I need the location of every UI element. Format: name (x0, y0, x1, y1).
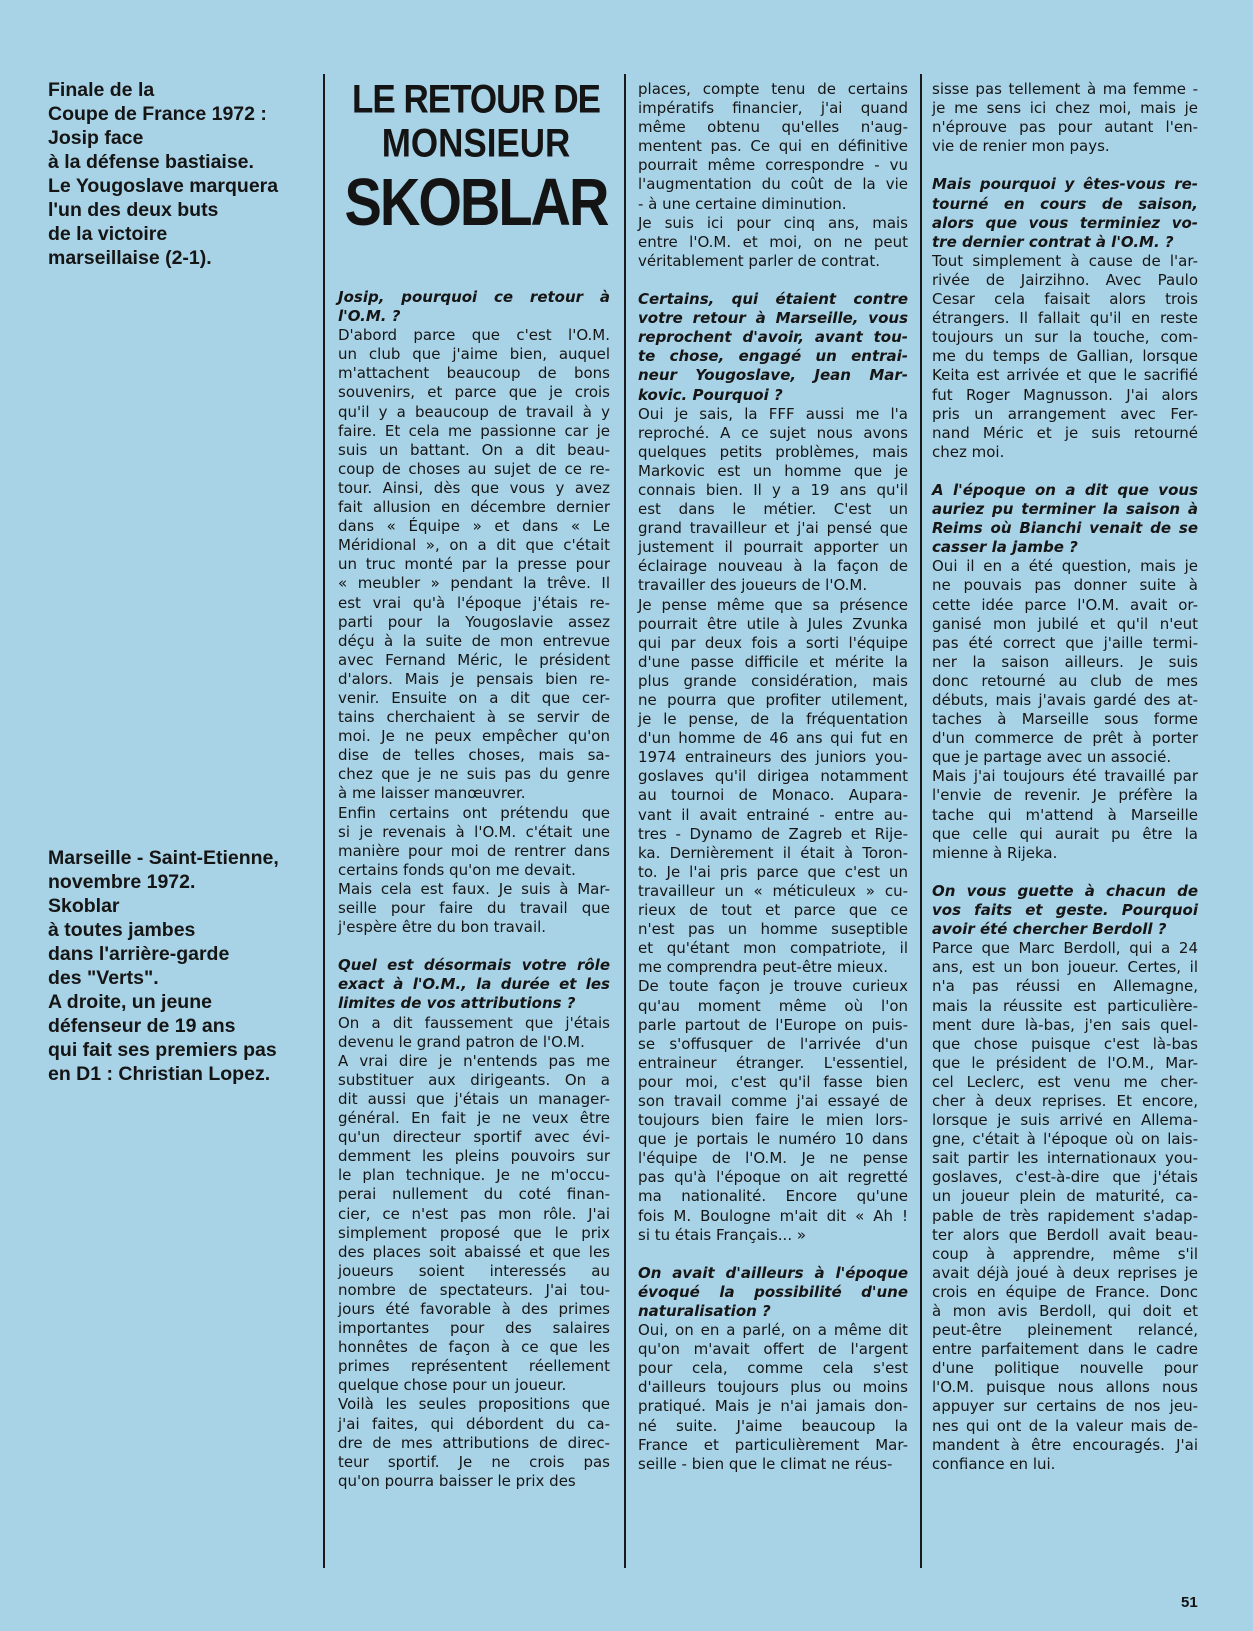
answer-line: Je pense même que sa présence (638, 595, 908, 614)
answer-line: ment dure là-bas, j'en sais quel- (932, 1015, 1198, 1034)
answer-line: je me sens ici chez moi, mais je (932, 99, 1198, 118)
column-rule (323, 74, 325, 1568)
answer-line: mienne à Rijeka. (932, 843, 1058, 862)
answer-line: ne pourra que profiter utilement, (638, 691, 908, 709)
answer-line: déçu à la suite de mon entrevue (338, 631, 610, 650)
caption-line: Skoblar (48, 895, 120, 917)
answer-line: moi. Je ne peux empêcher qu'on (338, 727, 610, 746)
answer-line: pable de très rapidement s'adap- (932, 1206, 1198, 1225)
answer-line: taches à Marseille sous forme (932, 710, 1198, 729)
answer-line: que le président de l'O.M., Mar- (932, 1053, 1198, 1072)
caption-line: de la victoire (48, 223, 168, 245)
answer-line: pris un arrangement avec Fer- (932, 404, 1198, 423)
answer-line: joueurs soient interessés au (338, 1261, 610, 1280)
answer-line: travailleur un « méticuleux » cu- (638, 881, 908, 900)
answer-line: coup à apprendre, même s'il (932, 1244, 1198, 1263)
answer-line: lorsque je suis arrivé en Allema- (932, 1111, 1198, 1130)
answer-line: Parce que Marc Berdoll, qui a 24 (932, 939, 1198, 958)
answer-line: mandent à être encouragés. J'ai (932, 1435, 1198, 1454)
question-line: vos faits et geste. Pourquoi (932, 901, 1198, 920)
question-line: limites de vos attributions ? (338, 994, 576, 1013)
answer-line: reproché. A ce sujet nous avons (638, 423, 908, 442)
answer-line: d'un commerce de prêt à porter (932, 729, 1198, 748)
answer-line: venir. Ensuite on a dit que cer- (338, 688, 610, 707)
answer-line: Voilà les seules propositions que (338, 1395, 610, 1414)
caption-line: défenseur de 19 ans (48, 1015, 236, 1037)
answer-line: parti pour la Yougoslavie assez (338, 612, 610, 631)
answer-line: général. En fait je ne veux être (338, 1109, 610, 1128)
answer-line: Keita est arrivée et que le sacrifié (932, 366, 1198, 385)
answer-line: rivée de Jairzihno. Avec Paulo (932, 270, 1198, 289)
answer-line: qu'on m'avait offert de l'argent (638, 1340, 908, 1359)
answer-line: to. Je l'ai pris parce que c'est un (638, 862, 908, 881)
answer-line: un club que j'aime bien, auquel (338, 345, 610, 364)
answer-line: 1974 entraineurs des juniors you- (638, 748, 908, 767)
answer-line: A vrai dire je n'entends pas me (338, 1051, 610, 1070)
answer-line: étrangers. Il fallait qu'il en reste (932, 309, 1198, 328)
answer-line: ka. Dernièrement il était à Toron- (638, 843, 908, 862)
question-line: auriez pu terminer la saison à (932, 500, 1198, 519)
caption-line: marseillaise (2-1). (48, 247, 212, 269)
title-line-3: SKOBLAR (344, 163, 608, 240)
answer-line: à mon avis Berdoll, qui doit et (932, 1302, 1198, 1320)
answer-line: sait partir les internationaux you- (932, 1149, 1198, 1168)
answer-line: éclairage nouveau à la façon de (638, 557, 908, 576)
answer-line: seille pour faire du travail que (338, 899, 610, 917)
answer-line: cier, ce n'est pas mon rôle. J'ai (338, 1204, 610, 1223)
answer-line: souvenirs, et parce que je crois (338, 383, 610, 402)
answer-line: places, compte tenu de certains (638, 80, 908, 98)
paragraph-gap (932, 462, 1198, 481)
answer-line: simplement proposé que le prix (338, 1223, 610, 1242)
answer-line: demment les pleins pouvoirs sur (338, 1147, 610, 1166)
answer-line: l'O.M. puisque nous allons nous (932, 1378, 1198, 1397)
article-column-3 (932, 80, 1198, 1474)
answer-line: avait déjà joué à deux reprises je (932, 1263, 1198, 1282)
caption-line: Josip face (48, 127, 144, 149)
answer-line: nand Méric et je suis retourné (932, 423, 1198, 442)
answer-line: m'attachent beaucoup de bons (338, 364, 610, 383)
answer-line: vie de renier mon pays. (932, 137, 1110, 156)
question-line: te chose, engagé un entrai- (638, 347, 908, 366)
answer-line: nombre de spectateurs. J'ai tou- (338, 1280, 610, 1299)
answer-line: tres - Dynamo de Zagreb et Rije- (638, 824, 908, 843)
answer-line: mentent pas. Ce qui en définitive (638, 137, 908, 156)
answer-line: peut-être pleinement relancé, (932, 1321, 1198, 1340)
answer-line: On a dit faussement que j'étais (338, 1013, 610, 1032)
answer-line: pas qu'à l'époque on ait regretté (638, 1168, 908, 1187)
answer-line: entre parfaitement dans le cadre (932, 1340, 1198, 1359)
answer-line: parle partout de l'Europe on puis- (638, 1015, 908, 1034)
answer-line: que chose puisque c'est là-bas (932, 1034, 1198, 1053)
answer-line: impératifs financier, j'ai quand (638, 99, 908, 118)
question-line: Mais pourquoi y êtes-vous re- (932, 175, 1198, 194)
answer-line: toujours un sur la touche, com- (932, 328, 1198, 347)
answer-line: d'alors. Mais je pensais bien re- (338, 669, 610, 688)
answer-line: honnêtes de façon à ce que les (338, 1338, 610, 1357)
answer-line: grand travailleur et j'ai pensé que (638, 519, 908, 538)
answer-line: né suite. J'aime beaucoup la (638, 1416, 908, 1435)
answer-line: dre de mes attributions de direc- (338, 1433, 610, 1452)
answer-line: perai nullement du coté finan- (338, 1185, 610, 1204)
answer-line: tache qui m'attend à Marseille (932, 805, 1198, 824)
answer-line: suis un battant. On a dit beau- (338, 440, 610, 459)
answer-line: France et particulièrement Mar- (638, 1435, 908, 1454)
answer-line: l'envie de revenir. Je préfère la (932, 786, 1198, 805)
caption-line: l'un des deux buts (48, 199, 219, 221)
answer-line: importantes pour des salaires (338, 1319, 610, 1338)
answer-line: le plan technique. Je ne m'occu- (338, 1166, 610, 1185)
question-line: kovic. Pourquoi ? (638, 385, 783, 404)
answer-line: cette idée parce l'O.M. avait or- (932, 595, 1198, 614)
answer-line: n'éprouve pas pour autant l'en- (932, 118, 1198, 137)
article-column-1 (338, 288, 610, 1491)
question-line: Quel est désormais votre rôle (338, 956, 610, 975)
question-line: l'O.M. ? (338, 307, 401, 326)
title-line-2: MONSIEUR (381, 121, 571, 166)
paragraph-gap (638, 1245, 908, 1264)
question-line: évoqué la possibilité d'une (638, 1282, 908, 1301)
answer-line: dise de telles choses, mais sa- (338, 746, 610, 765)
answer-line: n'est pas un homme suseptible (638, 920, 908, 939)
answer-line: confiance en lui. (932, 1454, 1056, 1473)
answer-line: jours été favorable à des primes (338, 1299, 610, 1318)
answer-line: pourrait même correspondre - vu (638, 156, 908, 175)
answer-line: Tout simplement à cause de l'ar- (932, 251, 1198, 270)
answer-line: si je revenais à l'O.M. c'était une (338, 822, 610, 841)
answer-line: coup de choses au sujet de ce re- (338, 459, 610, 478)
answer-line: d'une passe difficile et mérite la (638, 652, 908, 671)
answer-line: Oui, on en a parlé, on a même dit (638, 1321, 908, 1340)
caption-line: Marseille - Saint-Etienne, (48, 847, 279, 869)
question-line: On avait d'ailleurs à l'époque (638, 1263, 908, 1282)
answer-line: donc retourné au club de mes (932, 671, 1198, 690)
paragraph-gap (932, 863, 1198, 882)
answer-line: Je suis ici pour cinq ans, mais (638, 213, 908, 232)
question-line: casser la jambe ? (932, 538, 1078, 557)
answer-line: « meubler » pendant la trêve. Il (338, 574, 610, 593)
column-rule (624, 74, 626, 1568)
answer-line: ans, est un bon joueur. Certes, il (932, 958, 1198, 977)
answer-line: à me laisser manœuvrer. (338, 784, 526, 803)
answer-line: devenu le grand patron de l'O.M. (338, 1032, 585, 1051)
paragraph-gap (638, 271, 908, 290)
answer-line: tains cherchaient à se servir de (338, 708, 610, 727)
question-line: reprochent d'avoir, avant tou- (638, 328, 908, 347)
answer-line: entre l'O.M. et moi, on ne peut (638, 232, 908, 251)
answer-line: fois M. Boulogne m'ait dit « Ah ! (638, 1206, 908, 1225)
answer-line: son travail comme j'ai essayé de (638, 1091, 908, 1110)
caption-line: A droite, un jeune (48, 991, 212, 1013)
answer-line: Oui il en a été question, mais je (932, 557, 1198, 576)
answer-line: substituer aux dirigeants. On a (338, 1070, 610, 1089)
caption-line: dans l'arrière-garde (48, 943, 230, 965)
caption-line: qui fait ses premiers pas (48, 1039, 277, 1061)
answer-line: teur sportif. Je ne crois pas (338, 1452, 610, 1471)
answer-line: ter alors que Berdoll avait beau- (932, 1225, 1198, 1244)
caption-line: en D1 : Christian Lopez. (48, 1063, 271, 1085)
question-line: exact à l'O.M., la durée et les (338, 975, 610, 994)
answer-line: ne pouvais pas donner suite à (932, 576, 1198, 595)
answer-line: chez que je ne suis pas du genre (338, 765, 610, 784)
answer-line: que je partage avec un associé. (932, 748, 1172, 767)
photo-caption-bottom (48, 846, 323, 1086)
answer-line: seille - bien que le climat ne réus- (638, 1454, 893, 1473)
title-line-1: LE RETOUR DE (352, 77, 600, 122)
question-line: On vous guette à chacun de (932, 881, 1198, 900)
answer-line: l'augmentation du coût de la vie (638, 175, 908, 194)
article-column-2 (638, 80, 908, 1474)
answer-line: Mais j'ai toujours été travaillé par (932, 767, 1198, 786)
answer-line: d'ailleurs toujours plus ou moins (638, 1378, 908, 1397)
answer-line: gne, c'était à l'époque où on lais- (932, 1130, 1198, 1149)
answer-line: me du temps de Gallian, lorsque (932, 347, 1198, 366)
answer-line: que celle qui aurait pu être la (932, 824, 1198, 843)
answer-line: au tournoi de Monaco. Aupara- (638, 786, 908, 805)
answer-line: De toute façon je trouve curieux (638, 977, 908, 996)
answer-line: même obtenu qu'elles n'aug- (638, 118, 908, 137)
answer-line: dit aussi que j'étais un manager- (338, 1089, 610, 1108)
answer-line: pour cela, comme cela s'est (638, 1359, 908, 1378)
question-line: Josip, pourquoi ce retour à (338, 288, 610, 306)
caption-line: Coupe de France 1972 : (48, 103, 267, 125)
question-line: Certains, qui étaient contre (638, 290, 908, 309)
answer-line: si tu étais Français... » (638, 1225, 807, 1244)
caption-line: Le Yougoslave marquera (48, 175, 279, 197)
answer-line: quelque chose pour un joueur. (338, 1376, 567, 1395)
answer-line: vant il avait entrainé - entre au- (638, 805, 908, 824)
answer-line: Cesar cela faisait alors trois (932, 290, 1198, 309)
answer-line: Méridional », on a dit que c'était (338, 536, 610, 555)
answer-line: sisse pas tellement à ma femme - (932, 80, 1198, 98)
answer-line: Mais cela est faux. Je suis à Mar- (338, 879, 610, 898)
photo-caption-top (48, 78, 323, 270)
answer-line: plus grande considération, mais (638, 671, 908, 690)
answer-line: ma nationalité. Encore qu'une (638, 1187, 908, 1206)
answer-line: qu'il y a beaucoup de travail à y (338, 402, 610, 421)
paragraph-gap (932, 156, 1198, 175)
answer-line: j'espère être du bon travail. (338, 918, 547, 937)
answer-line: pour moi, c'est qu'il fasse bien (638, 1072, 908, 1091)
answer-line: ner la saison ailleurs. Je suis (932, 652, 1198, 671)
answer-line: goslaves, c'est-à-dire que j'étais (932, 1168, 1198, 1187)
answer-line: l'équipe de l'O.M. Je ne pense (638, 1149, 908, 1168)
answer-line: Enfin certains ont prétendu que (338, 803, 610, 822)
answer-line: je le pense, de la fréquentation (638, 710, 908, 729)
answer-line: toujours bien faire le mien lors- (638, 1111, 908, 1130)
question-line: alors que vous terminiez vo- (932, 213, 1198, 232)
caption-line: à toutes jambes (48, 919, 196, 941)
answer-line: - à une certaine diminution. (638, 194, 847, 213)
answer-line: manière pour moi de rentrer dans (338, 841, 610, 860)
answer-line: cel Leclerc, est venu me cher- (932, 1072, 1198, 1091)
answer-line: appuyer sur certains de nos jeu- (932, 1397, 1198, 1416)
answer-line: justement il pourrait apporter un (638, 538, 908, 557)
answer-line: qui par deux fois a sorti l'équipe (638, 633, 908, 652)
answer-line: entraineur étranger. L'essentiel, (638, 1053, 908, 1072)
answer-line: qu'au moment même où l'on (638, 996, 908, 1015)
answer-line: me comprendra peut-être mieux. (638, 958, 889, 977)
answer-line: Oui je sais, la FFF aussi me l'a (638, 404, 908, 423)
answer-line: un joueur plein de maturité, ca- (932, 1187, 1198, 1206)
answer-line: véritablement parler de contrat. (638, 251, 880, 270)
answer-line: nes qui ont de la valeur mais de- (932, 1416, 1198, 1435)
answer-line: goslaves qu'il dirigea notamment (638, 767, 908, 786)
answer-line: qu'on pourra baisser le prix des (338, 1471, 576, 1490)
answer-line: des places soit abaissé et que les (338, 1242, 610, 1261)
question-line: tourné en cours de saison, (932, 194, 1198, 213)
article-title (336, 77, 616, 240)
answer-line: se s'offusquer de l'arrivée d'un (638, 1034, 908, 1053)
answer-line: pas été correct que j'aille termi- (932, 633, 1198, 652)
column-rule (920, 74, 922, 1568)
answer-line: connais bien. Il y a 19 ans qu'il (638, 480, 908, 499)
question-line: avoir été chercher Berdoll ? (932, 920, 1167, 939)
answer-line: primes représentent réellement (338, 1357, 610, 1376)
caption-line: novembre 1972. (48, 871, 196, 893)
answer-line: tour. Ainsi, dès que vous y avez (338, 478, 610, 497)
paragraph-gap (338, 937, 610, 956)
question-line: Reims où Bianchi venait de se (932, 519, 1198, 538)
answer-line: pourrait être utile à Jules Zvunka (638, 614, 908, 633)
answer-line: fait allusion en décembre dernier (338, 498, 610, 517)
question-line: naturalisation ? (638, 1302, 771, 1320)
caption-line: à la défense bastiaise. (48, 151, 254, 173)
answer-line: dans « Équipe » et dans « Le (338, 517, 610, 536)
answer-line: cher à deux reprises. Et encore, (932, 1091, 1198, 1110)
answer-line: faire. Et cela me passionne car je (338, 421, 610, 440)
answer-line: qu'un directeur sportif avec évi- (338, 1128, 610, 1147)
answer-line: et qu'étant mon compatriote, il (638, 939, 908, 958)
answer-line: travailler des joueurs de l'O.M. (638, 576, 868, 595)
answer-line: j'ai faites, qui débordent du ca- (338, 1414, 610, 1433)
answer-line: est dans le métier. C'est un (638, 500, 908, 519)
question-line: tre dernier contrat à l'O.M. ? (932, 232, 1174, 251)
answer-line: d'un homme de 46 ans qui fut en (638, 729, 908, 748)
answer-line: que je portais le numéro 10 dans (638, 1130, 908, 1149)
answer-line: ganisé mon jubilé et qu'il n'eut (932, 614, 1198, 633)
answer-line: D'abord parce que c'est l'O.M. (338, 326, 610, 345)
answer-line: certains fonds qu'on me devait. (338, 860, 576, 879)
answer-line: pratiqué. Mais je n'ai jamais don- (638, 1397, 908, 1416)
answer-line: est vrai qu'à l'époque j'étais re- (338, 593, 610, 612)
answer-line: fut Roger Magnusson. J'ai alors (932, 385, 1198, 404)
answer-line: d'une politique nouvelle pour (932, 1359, 1198, 1378)
page-number: 51 (1181, 1594, 1198, 1611)
answer-line: débuts, mais j'avais gardé des at- (932, 691, 1198, 709)
answer-line: chez moi. (932, 442, 1005, 461)
answer-line: mais la réussite est particulière- (932, 996, 1198, 1015)
question-line: votre retour à Marseille, vous (638, 309, 908, 328)
answer-line: rieux de tout et parce que ce (638, 901, 908, 920)
answer-line: Markovic est un homme que je (638, 461, 908, 480)
question-line: neur Yougoslave, Jean Mar- (638, 366, 908, 385)
question-line: A l'époque on a dit que vous (932, 480, 1198, 499)
caption-line: Finale de la (48, 79, 155, 101)
answer-line: crois en équipe de France. Donc (932, 1282, 1198, 1301)
caption-line: des "Verts". (48, 967, 159, 989)
answer-line: n'a pas réussi en Allemagne, (932, 977, 1198, 996)
answer-line: un truc monté par la presse pour (338, 555, 610, 574)
answer-line: quelques petits problèmes, mais (638, 442, 908, 461)
answer-line: avec Fernand Méric, le président (338, 650, 610, 669)
